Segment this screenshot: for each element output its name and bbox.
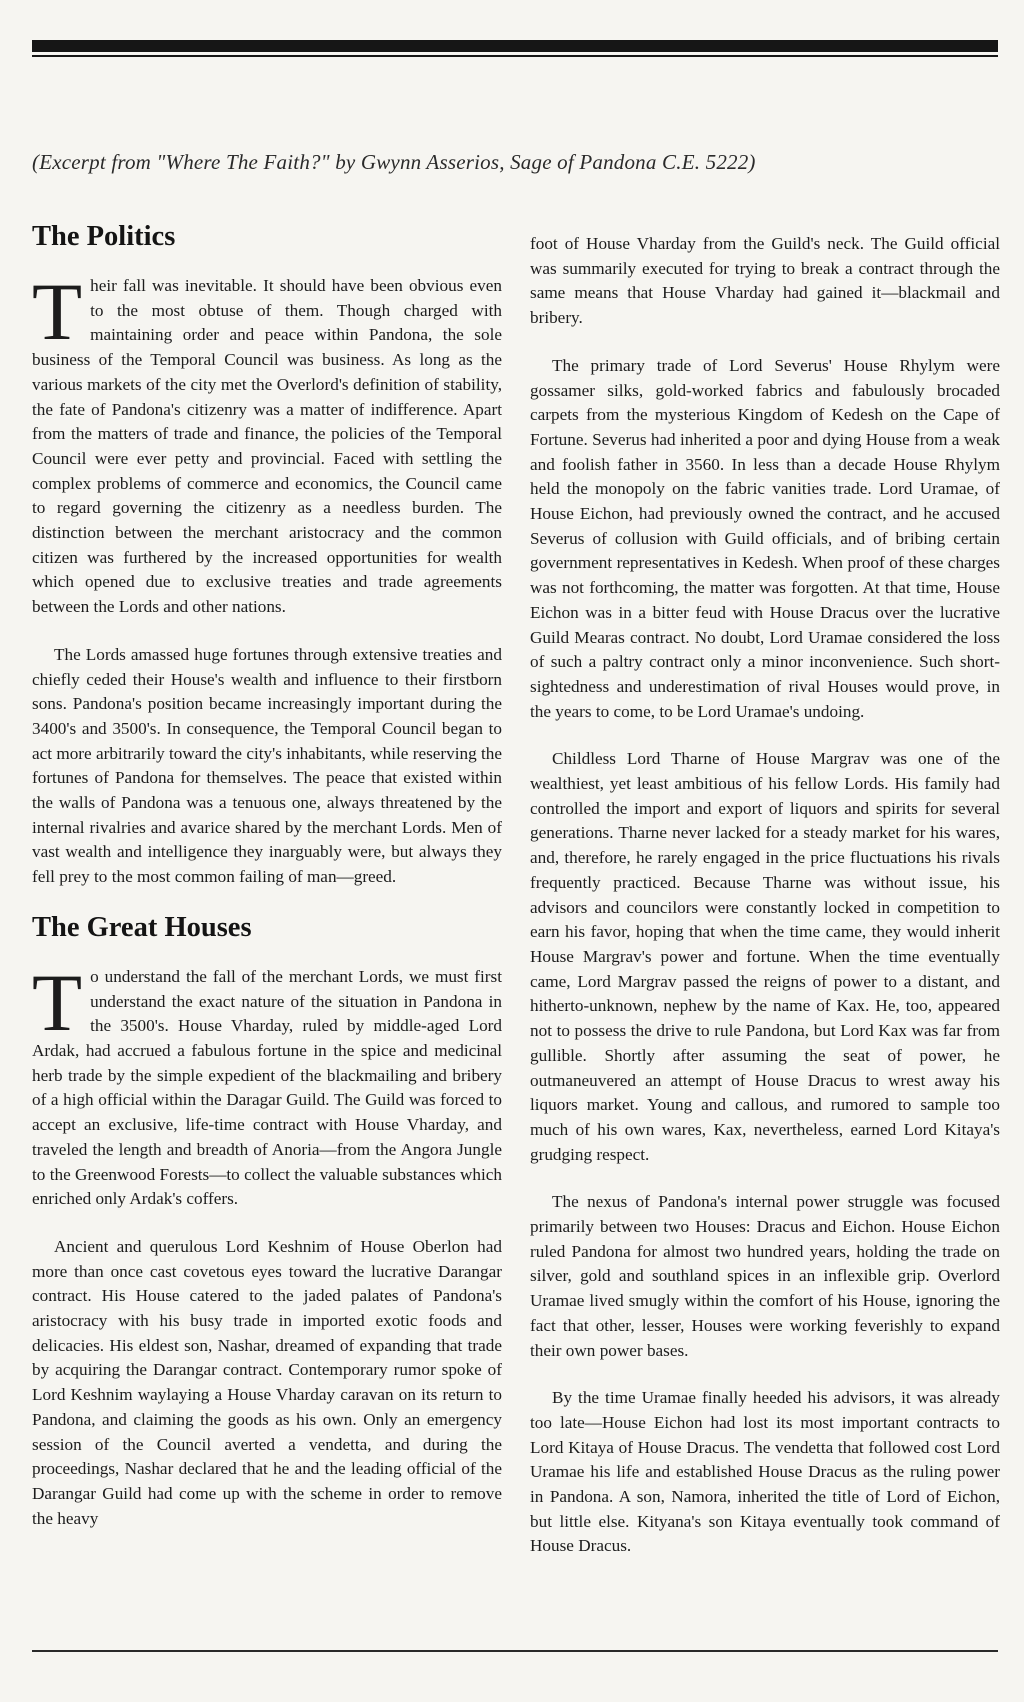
paragraph-text: heir fall was inevitable. It should have been obvious even to the most obtuse of them. Though charged with maintaining order and peace within Pandona, the sole business of the Temporal Council was business. As long as the various markets of the city met the Overlord's definition of stability, the fate of Pandona's citizenry was a matter of indifference. Apart from the matters of trade and finance, the policies of the Temporal Council were ever petty and provincial. Faced with settling the complex problems of commerce and economics, the Council came to regard governing the citizenry as a needless burden. The distinction between the merchant aristocracy and the common citizen was furthered by the increased opportunities for wealth which opened due to exclusive treaties and trade agreements between the Lords and other nations. [32, 276, 502, 617]
drop-cap: T [32, 266, 83, 357]
paragraph-text: o understand the fall of the merchant Lords, we must first understand the exact nature of the situation in Pandona in the 3500's. House Vharday, ruled by middle-aged Lord Ardak, had accrued a fabulous fortune in the spice and medicinal herb trade by the simple expedient of the blackmailing and bribery of a high official within the Daragar Guild. The Guild was forced to accept an exclusive, life-time contract with House Vharday, and traveled the length and breadth of Anoria—from the Angora Jungle to the Greenwood Forests—to collect the valuable substances which enriched only Ardak's coffers. [32, 966, 502, 1209]
bottom-rule [32, 1650, 998, 1652]
paragraph [32, 266, 502, 620]
heading-politics: The Politics [32, 221, 176, 252]
paragraph [32, 956, 502, 1212]
drop-cap: T [32, 956, 83, 1048]
paragraph: Ancient and querulous Lord Keshnim of House Oberlon had more than once cast covetous eyes toward the lucrative Darangar contract. His House catered to the jaded palates of Pandona's aristocracy with his busy trade in imported exotic foods and delicacies. His eldest son, Nashar, dreamed of expanding that trade by acquiring the Darangar contract. Contemporary rumor spoke of Lord Keshnim waylaying a House Vharday caravan on its return to Pandona, and claiming the goods as his own. Only an emergency session of the Council averted a vendetta, and during the proceedings, Nashar declared that he and the leading official of the Darangar Guild had come up with the scheme in order to remove the heavy [32, 1236, 502, 1528]
top-rule-thin [32, 55, 998, 57]
heading-great-houses: The Great Houses [32, 911, 252, 943]
paragraph: By the time Uramae finally heeded his advisors, it was already too late—House Eichon had lost its most important contracts to Lord Kitaya of House Dracus. The vendetta that followed cost Lord Uramae his life and established House Dracus as the ruling power in Pandona. A son, Namora, inherited the title of Lord of Eichon, but little else. Kityana's son Kitaya eventually took command of House Dracus. [530, 1388, 1000, 1556]
paragraph: The nexus of Pandona's internal power struggle was focused primarily between two Houses: Dracus and Eichon. House Eichon ruled Pandona for almost two hundred years, holding the trade on silver, gold and southland spices in an inflexible grip. Overlord Uramae lived smugly within the comfort of his House, ignoring the fact that other, lesser, Houses were working feverishly to expand their own power bases. [530, 1192, 1000, 1360]
right-column [530, 232, 1000, 1582]
paragraph: The primary trade of Lord Severus' House Rhylym were gossamer silks, gold-worked fabrics and fabulously brocaded carpets from the mysterious Kingdom of Kedesh on the Cape of Fortune. Severus had inherited a poor and dying House from a weak and foolish father in 3560. In less than a decade House Rhylym held the monopoly on the fabric vanities trade. Lord Uramae, of House Eichon, had previously owned the contract, and he accused Severus of collusion with Guild officials, and of bribing certain government representatives in Kedesh. When proof of these charges was not forthcoming, the matter was forgotten. At that time, House Eichon was in a bitter feud with House Dracus over the lucrative Guild Mearas contract. No doubt, Lord Uramae considered the loss of such a paltry contract only a minor inconvenience. Such short-sightedness and underestimation of rival Houses would prove, in the years to come, to be Lord Uramae's undoing. [530, 355, 1000, 721]
excerpt-caption: (Excerpt from "Where The Faith?" by Gwynn Asserios, Sage of Pandona C.E. 5222) [32, 150, 756, 174]
paragraph: Childless Lord Tharne of House Margrav was one of the wealthiest, yet least ambitious of his fellow Lords. His family had controlled the import and export of liquors and spirits for several generations. Tharne never lacked for a steady market for his wares, and, therefore, he rarely engaged in the price fluctuations his rivals frequently practiced. Because Tharne was without issue, his advisors and councilors were constantly locked in competition to earn his favor, hoping that when the time came, they would inherit House Margrav's power and fortune. When the time eventually came, Lord Margrav passed the reigns of power to a distant, and hitherto-unknown, nephew by the name of Kax. He, too, appeared not to possess the drive to rule Pandona, but Lord Kax was far from gullible. Shortly after assuming the seat of power, he outmaneuvered an attempt of House Dracus to wrest away his liquors market. Young and callous, and rumored to sample too much of his own wares, Kax, nevertheless, earned Lord Kitaya's grudging respect. [530, 749, 1000, 1164]
left-column [32, 222, 502, 1554]
paragraph: foot of House Vharday from the Guild's neck. The Guild official was summarily executed for trying to break a contract through the same means that House Vharday had gained it—blackmail and bribery. [530, 234, 1000, 328]
top-rule [32, 40, 998, 52]
paragraph: The Lords amassed huge fortunes through extensive treaties and chiefly ceded their House's wealth and influence to their firstborn sons. Pandona's position became increasingly important during the 3400's and 3500's. In consequence, the Temporal Council began to act more arbitrarily toward the city's inhabitants, while reserving the fortunes of Pandona for themselves. The peace that existed within the walls of Pandona was a tenuous one, always threatened by the internal rivalries and avarice shared by the merchant Lords. Men of vast wealth and intelligence they inarguably were, but always they fell prey to the most common failing of man—greed. [32, 644, 502, 887]
